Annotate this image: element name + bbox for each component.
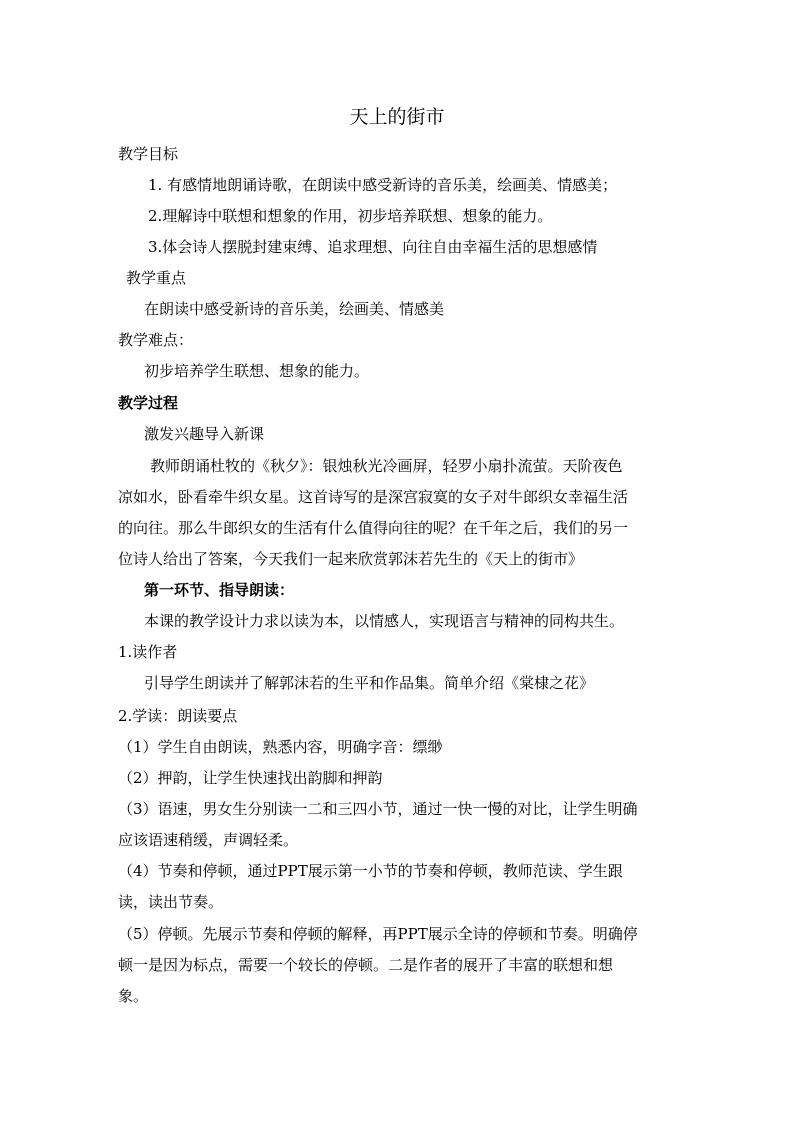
step1-text: 引导学生朗读并了解郭沫若的生平和作品集。简单介绍《棠棣之花》 [144,674,595,692]
point-5-line-1: （5）停顿。先展示节奏和停顿的解释，再PPT展示全诗的停顿和节奏。明确停 [118,925,638,943]
objective-item-3: 3.体会诗人摆脱封建束缚、追求理想、向往自由幸福生活的思想感情 [148,238,598,256]
page-title: 天上的街市 [349,106,445,128]
step2-heading: 2.学读：朗读要点 [118,707,238,725]
intro-line-4: 位诗人给出了答案，今天我们一起来欣赏郭沫若先生的《天上的街市》 [118,550,584,568]
objective-item-1: 1. 有感情地朗诵诗歌，在朗读中感受新诗的音乐美，绘画美、情感美； [148,176,618,194]
process-heading: 教学过程 [118,394,179,412]
step1-heading: 1.读作者 [118,643,178,661]
point-3-line-2: 应该语速稍缓，声调轻柔。 [118,831,299,849]
difficulties-heading: 教学难点： [118,331,194,349]
point-5-line-2: 顿一是因为标点，需要一个较长的停顿。二是作者的展开了丰富的联想和想 [118,956,614,974]
intro-line-3: 的向往。那么牛郎织女的生活有什么值得向往的呢？在千年之后，我们的另一 [118,519,629,537]
section1-heading: 第一环节、指导朗读： [144,581,295,599]
objectives-heading: 教学目标 [118,145,179,163]
key-points-text: 在朗读中感受新诗的音乐美，绘画美、情感美 [144,300,445,318]
point-4-line-1: （4）节奏和停顿，通过PPT展示第一小节的节奏和停顿，教师范读、学生跟 [118,862,623,880]
intro-heading: 激发兴趣导入新课 [144,425,265,443]
point-5-line-3: 象。 [118,987,149,1005]
intro-line-1: 教师朗诵杜牧的《秋夕》：银烛秋光冷画屏，轻罗小扇扑流萤。天阶夜色 [150,457,623,475]
point-2: （2）押韵，让学生快速找出韵脚和押韵 [118,769,383,787]
point-4-line-2: 读，读出节奏。 [118,893,224,911]
difficulties-text: 初步培养学生联想、想象的能力。 [144,362,370,380]
section1-text: 本课的教学设计力求以读为本，以情感人，实现语言与精神的同构共生。 [144,612,625,630]
objective-item-2: 2.理解诗中联想和想象的作用，初步培养联想、想象的能力。 [148,207,553,225]
intro-line-2: 凉如水，卧看牵牛织女星。这首诗写的是深宫寂寞的女子对牛郎织女幸福生活 [118,488,629,506]
point-1: （1）学生自由朗读，熟悉内容，明确字音：缥缈 [118,738,443,756]
point-3-line-1: （3）语速，男女生分别读一二和三四小节，通过一快一慢的对比，让学生明确 [118,800,638,818]
key-points-heading: 教学重点 [126,269,187,287]
